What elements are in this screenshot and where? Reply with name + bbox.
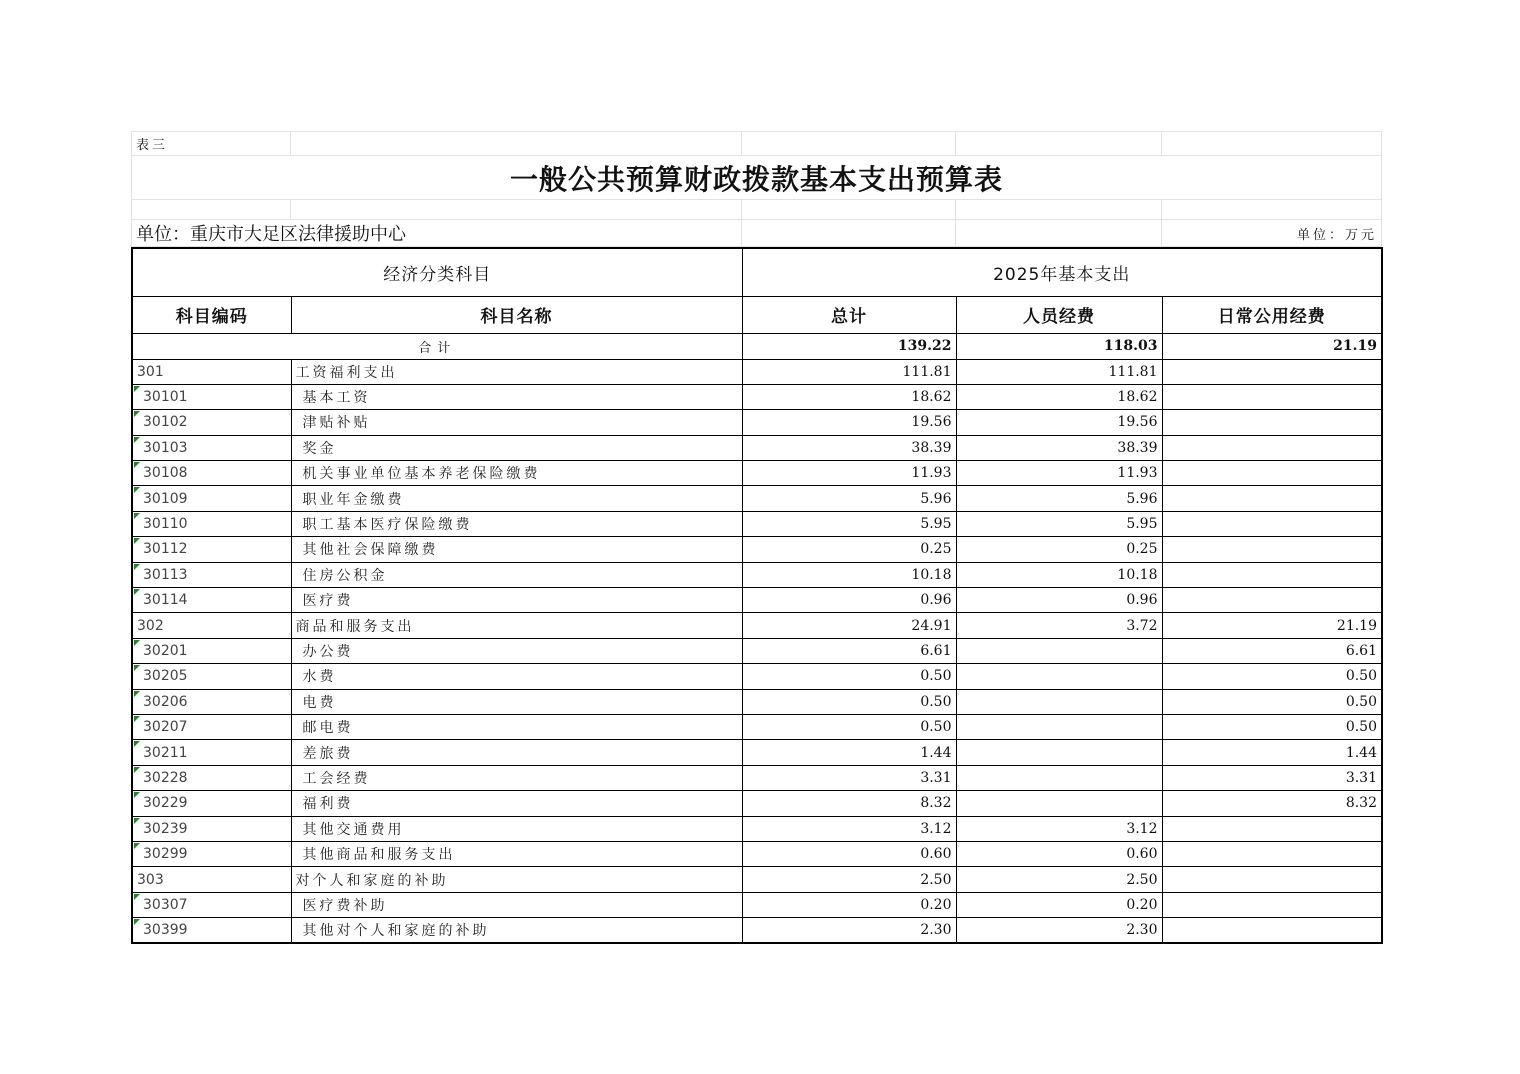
row-code-text: 30109 (143, 490, 188, 507)
row-name-text: 职业年金缴费 (302, 491, 405, 508)
unit-organization: 单位：重庆市大足区法律援助中心 (132, 220, 742, 247)
row-code-text: 303 (137, 871, 164, 888)
header-econ-group: 经济分类科目 (132, 248, 742, 296)
row-public-text: 0.50 (1345, 719, 1377, 736)
row-name (291, 892, 742, 917)
row-code-text: 30229 (143, 795, 188, 812)
table-row (132, 359, 1382, 384)
row-total-text: 5.96 (920, 490, 952, 507)
text-format-marker-icon (134, 665, 140, 671)
row-total-text: 11.93 (911, 465, 952, 482)
totals-label: 合计 (132, 333, 742, 359)
row-personnel-text: 111.81 (1108, 363, 1158, 380)
row-name (291, 918, 742, 943)
text-format-marker-icon (134, 487, 140, 493)
text-format-marker-icon (134, 538, 140, 544)
row-code-text: 30307 (143, 896, 188, 913)
row-public (1162, 740, 1382, 765)
row-personnel (956, 359, 1162, 384)
table-row (132, 613, 1382, 638)
row-public (1162, 511, 1382, 536)
row-name-text: 邮电费 (302, 720, 354, 737)
row-personnel (956, 689, 1162, 714)
row-name (291, 410, 742, 435)
row-code (132, 384, 291, 409)
row-public-text: 0.50 (1345, 693, 1377, 710)
row-personnel (956, 537, 1162, 562)
row-code-text: 30101 (143, 389, 188, 406)
totals-total: 139.22 (742, 333, 956, 359)
row-code-text: 30102 (143, 414, 188, 431)
row-personnel-text: 2.30 (1126, 922, 1158, 939)
row-total (742, 765, 956, 790)
table-label: 表三 (132, 132, 291, 156)
row-personnel (956, 410, 1162, 435)
row-personnel-text: 0.25 (1126, 541, 1158, 558)
row-total-text: 18.62 (911, 389, 952, 406)
row-total (742, 892, 956, 917)
table-row (132, 714, 1382, 739)
row-personnel (956, 841, 1162, 866)
row-code-text: 30108 (143, 465, 188, 482)
row-total (742, 841, 956, 866)
text-format-marker-icon (134, 792, 140, 798)
row-total (742, 461, 956, 486)
row-total-text: 3.12 (920, 820, 952, 837)
text-format-marker-icon (134, 818, 140, 824)
row-total (742, 740, 956, 765)
page-title: 一般公共预算财政拨款基本支出预算表 (132, 156, 1382, 200)
header-name: 科目名称 (291, 296, 742, 333)
row-personnel (956, 867, 1162, 892)
row-name (291, 816, 742, 841)
row-personnel (956, 461, 1162, 486)
row-personnel (956, 562, 1162, 587)
row-total-text: 6.61 (920, 642, 952, 659)
row-total-text: 0.50 (920, 693, 952, 710)
row-code (132, 511, 291, 536)
row-total (742, 613, 956, 638)
row-total-text: 38.39 (911, 439, 952, 456)
row-name (291, 740, 742, 765)
row-code (132, 918, 291, 943)
row-code-text: 30113 (143, 566, 188, 583)
row-public (1162, 714, 1382, 739)
row-personnel-text: 0.60 (1126, 846, 1158, 863)
row-name-text: 电费 (302, 694, 337, 711)
row-name-text: 福利费 (302, 796, 354, 813)
row-public (1162, 461, 1382, 486)
row-personnel (956, 511, 1162, 536)
header-public: 日常公用经费 (1162, 296, 1382, 333)
row-public-text: 3.31 (1345, 769, 1377, 786)
row-personnel-text: 3.12 (1126, 820, 1158, 837)
text-format-marker-icon (134, 640, 140, 646)
row-name (291, 867, 742, 892)
table-row (132, 918, 1382, 943)
row-code (132, 638, 291, 663)
row-code (132, 486, 291, 511)
row-total-text: 0.60 (920, 846, 952, 863)
row-total (742, 562, 956, 587)
row-public (1162, 664, 1382, 689)
row-public (1162, 918, 1382, 943)
row-public-text: 0.50 (1345, 668, 1377, 685)
row-public (1162, 892, 1382, 917)
row-total-text: 2.50 (920, 871, 952, 888)
row-code-text: 30299 (143, 846, 188, 863)
row-public (1162, 765, 1382, 790)
row-total (742, 867, 956, 892)
row-name-text: 医疗费 (302, 593, 354, 610)
row-total (742, 816, 956, 841)
row-personnel (956, 486, 1162, 511)
row-name-text: 基本工资 (302, 390, 371, 407)
row-public-text: 6.61 (1345, 642, 1377, 659)
row-name-text: 对个人和家庭的补助 (295, 872, 449, 889)
table-row (132, 511, 1382, 536)
row-total-text: 2.30 (920, 922, 952, 939)
header-total: 总计 (742, 296, 956, 333)
row-name (291, 613, 742, 638)
text-format-marker-icon (134, 589, 140, 595)
row-name-text: 办公费 (302, 643, 354, 660)
table-row (132, 562, 1382, 587)
row-code (132, 359, 291, 384)
header-grid (131, 131, 1382, 247)
table-row (132, 765, 1382, 790)
budget-table (131, 247, 1383, 944)
row-code (132, 461, 291, 486)
row-code-text: 302 (137, 617, 164, 634)
row-total (742, 918, 956, 943)
table-row (132, 740, 1382, 765)
row-personnel-text: 18.62 (1117, 389, 1158, 406)
row-public-text: 8.32 (1345, 795, 1377, 812)
row-personnel (956, 765, 1162, 790)
row-total (742, 689, 956, 714)
row-public (1162, 816, 1382, 841)
row-name-text: 水费 (302, 669, 337, 686)
row-total-text: 0.20 (920, 896, 952, 913)
row-public (1162, 791, 1382, 816)
row-public (1162, 638, 1382, 663)
table-row (132, 816, 1382, 841)
row-code (132, 791, 291, 816)
row-code-text: 30228 (143, 769, 188, 786)
row-name-text: 其他社会保障缴费 (302, 542, 439, 559)
row-name (291, 511, 742, 536)
row-code (132, 740, 291, 765)
table-row (132, 689, 1382, 714)
text-format-marker-icon (134, 462, 140, 468)
row-code (132, 689, 291, 714)
row-public (1162, 689, 1382, 714)
row-public (1162, 867, 1382, 892)
row-personnel (956, 892, 1162, 917)
row-code (132, 867, 291, 892)
row-code-text: 30206 (143, 693, 188, 710)
row-total-text: 10.18 (911, 566, 952, 583)
row-public (1162, 435, 1382, 460)
row-total (742, 511, 956, 536)
row-total-text: 19.56 (911, 414, 952, 431)
row-total-text: 0.96 (920, 592, 952, 609)
row-name (291, 791, 742, 816)
row-name (291, 664, 742, 689)
row-total (742, 714, 956, 739)
row-code (132, 841, 291, 866)
row-public (1162, 384, 1382, 409)
table-row (132, 435, 1382, 460)
row-personnel (956, 714, 1162, 739)
table-row (132, 486, 1382, 511)
row-total (742, 359, 956, 384)
row-total-text: 8.32 (920, 795, 952, 812)
text-format-marker-icon (134, 894, 140, 900)
row-public (1162, 410, 1382, 435)
row-code-text: 30239 (143, 820, 188, 837)
row-public (1162, 562, 1382, 587)
row-name-text: 工会经费 (302, 770, 371, 787)
row-code (132, 613, 291, 638)
row-code (132, 537, 291, 562)
row-total-text: 24.91 (911, 617, 952, 634)
text-format-marker-icon (134, 386, 140, 392)
table-row (132, 841, 1382, 866)
row-personnel (956, 638, 1162, 663)
row-name (291, 384, 742, 409)
row-name (291, 841, 742, 866)
row-total (742, 384, 956, 409)
row-personnel (956, 384, 1162, 409)
row-name-text: 津贴补贴 (302, 415, 371, 432)
header-code: 科目编码 (132, 296, 291, 333)
unit-currency: 单位：万元 (1162, 220, 1382, 247)
row-code-text: 30103 (143, 439, 188, 456)
row-name-text: 其他对个人和家庭的补助 (302, 923, 490, 940)
row-name (291, 689, 742, 714)
text-format-marker-icon (134, 843, 140, 849)
row-code (132, 714, 291, 739)
row-public (1162, 359, 1382, 384)
table-row (132, 461, 1382, 486)
row-code (132, 435, 291, 460)
row-personnel-text: 5.96 (1126, 490, 1158, 507)
row-code (132, 765, 291, 790)
row-personnel-text: 11.93 (1117, 465, 1158, 482)
row-public-text: 1.44 (1345, 744, 1377, 761)
row-name (291, 461, 742, 486)
text-format-marker-icon (134, 513, 140, 519)
text-format-marker-icon (134, 691, 140, 697)
table-row (132, 791, 1382, 816)
row-public (1162, 613, 1382, 638)
row-personnel-text: 0.96 (1126, 592, 1158, 609)
row-name-text: 工资福利支出 (295, 364, 398, 381)
row-public (1162, 841, 1382, 866)
row-personnel-text: 5.95 (1126, 516, 1158, 533)
row-name (291, 765, 742, 790)
row-name (291, 714, 742, 739)
header-year-group: 2025年基本支出 (742, 248, 1382, 296)
row-total (742, 486, 956, 511)
totals-row (132, 333, 1382, 359)
row-public (1162, 588, 1382, 613)
table-row (132, 664, 1382, 689)
row-total-text: 0.25 (920, 541, 952, 558)
row-name-text: 住房公积金 (302, 567, 388, 584)
text-format-marker-icon (134, 716, 140, 722)
row-code-text: 301 (137, 363, 164, 380)
row-personnel-text: 3.72 (1126, 617, 1158, 634)
row-name (291, 486, 742, 511)
row-code (132, 816, 291, 841)
row-name (291, 638, 742, 663)
row-code-text: 30207 (143, 719, 188, 736)
row-code-text: 30112 (143, 541, 188, 558)
text-format-marker-icon (134, 411, 140, 417)
row-personnel (956, 740, 1162, 765)
row-name-text: 奖金 (302, 440, 337, 457)
row-personnel-text: 0.20 (1126, 896, 1158, 913)
table-row (132, 588, 1382, 613)
row-code (132, 410, 291, 435)
text-format-marker-icon (134, 767, 140, 773)
row-personnel (956, 588, 1162, 613)
row-total (742, 588, 956, 613)
table-row (132, 537, 1382, 562)
row-personnel (956, 435, 1162, 460)
row-public (1162, 486, 1382, 511)
table-row (132, 384, 1382, 409)
text-format-marker-icon (134, 919, 140, 925)
row-name-text: 差旅费 (302, 745, 354, 762)
row-personnel-text: 2.50 (1126, 871, 1158, 888)
row-personnel-text: 38.39 (1117, 439, 1158, 456)
row-code-text: 30205 (143, 668, 188, 685)
row-code (132, 664, 291, 689)
row-total (742, 537, 956, 562)
row-personnel (956, 791, 1162, 816)
row-code (132, 892, 291, 917)
row-total-text: 111.81 (902, 363, 952, 380)
row-personnel-text: 19.56 (1117, 414, 1158, 431)
row-code (132, 562, 291, 587)
table-row (132, 867, 1382, 892)
row-public (1162, 537, 1382, 562)
row-code-text: 30211 (143, 744, 188, 761)
row-name (291, 588, 742, 613)
row-name-text: 其他交通费用 (302, 821, 405, 838)
row-code-text: 30114 (143, 592, 188, 609)
text-format-marker-icon (134, 741, 140, 747)
row-name-text: 职工基本医疗保险缴费 (302, 517, 473, 534)
totals-personnel: 118.03 (956, 333, 1162, 359)
header-personnel: 人员经费 (956, 296, 1162, 333)
row-total-text: 0.50 (920, 668, 952, 685)
row-name-text: 商品和服务支出 (295, 618, 415, 635)
table-row (132, 638, 1382, 663)
row-code-text: 30399 (143, 922, 188, 939)
row-total (742, 410, 956, 435)
row-name (291, 359, 742, 384)
table-row (132, 892, 1382, 917)
row-code-text: 30110 (143, 516, 188, 533)
row-personnel (956, 664, 1162, 689)
row-total (742, 664, 956, 689)
row-total-text: 0.50 (920, 719, 952, 736)
table-row (132, 410, 1382, 435)
row-total (742, 791, 956, 816)
row-total (742, 638, 956, 663)
row-personnel-text: 10.18 (1117, 566, 1158, 583)
row-code (132, 588, 291, 613)
row-public-text: 21.19 (1336, 617, 1377, 634)
totals-public: 21.19 (1162, 333, 1382, 359)
row-personnel (956, 613, 1162, 638)
row-name-text: 机关事业单位基本养老保险缴费 (302, 466, 541, 483)
row-code-text: 30201 (143, 642, 188, 659)
budget-sheet (131, 131, 1381, 944)
row-name (291, 537, 742, 562)
row-name (291, 562, 742, 587)
row-name (291, 435, 742, 460)
row-total-text: 3.31 (920, 769, 952, 786)
text-format-marker-icon (134, 564, 140, 570)
row-total-text: 5.95 (920, 516, 952, 533)
row-total (742, 435, 956, 460)
text-format-marker-icon (134, 437, 140, 443)
row-total-text: 1.44 (920, 744, 952, 761)
row-name-text: 其他商品和服务支出 (302, 847, 456, 864)
row-personnel (956, 816, 1162, 841)
row-name-text: 医疗费补助 (302, 897, 388, 914)
row-personnel (956, 918, 1162, 943)
